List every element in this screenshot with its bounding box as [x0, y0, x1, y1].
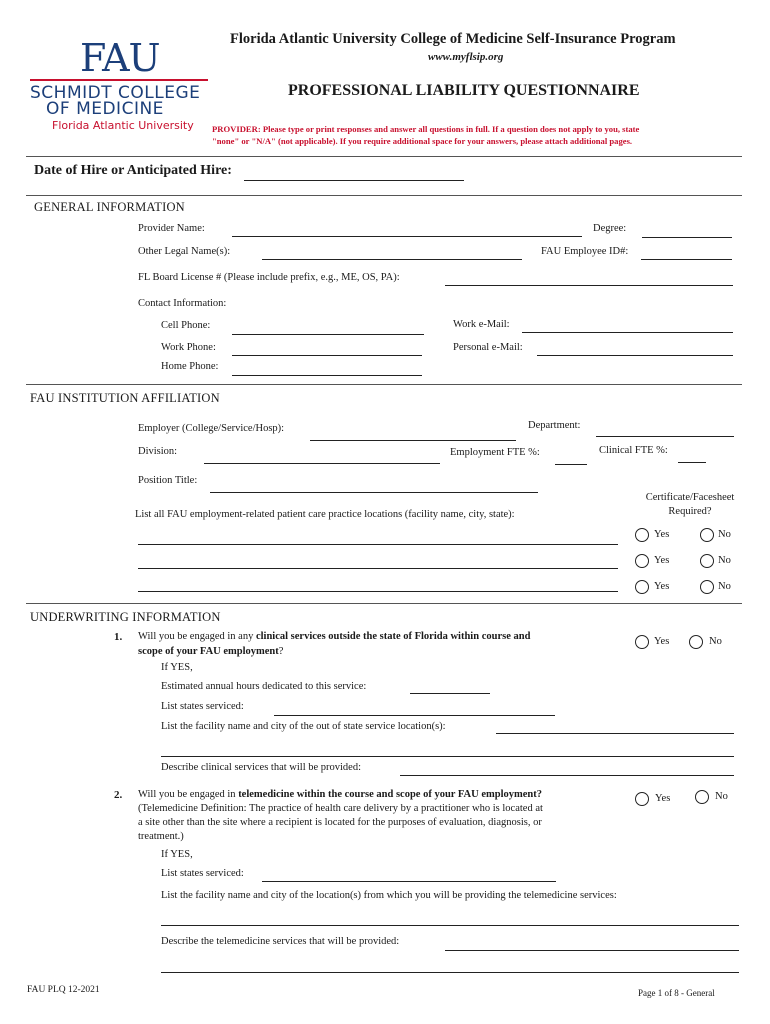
degree-field[interactable]	[642, 237, 732, 238]
q2-definition-line-2: a site other than the site where a recipient is located for the purposes of evaluation, diagnosis, or	[138, 817, 542, 828]
q1-number: 1.	[114, 631, 123, 643]
yes-label: Yes	[654, 529, 670, 540]
instructions-line-1: PROVIDER: Please type or print responses and answer all questions in full. If a question does not apply to you, state	[212, 124, 640, 134]
q1-question-text: Will you be engaged in any	[138, 631, 256, 642]
work-phone-label: Work Phone:	[161, 342, 216, 353]
q1-describe-label: Describe clinical services that will be provided:	[161, 762, 362, 773]
q2-question-text: Will you be engaged in	[138, 789, 239, 800]
logo-medicine-text: OF MEDICINE	[46, 99, 164, 119]
position-title-field[interactable]	[210, 492, 538, 493]
q2-question-line-1	[138, 789, 542, 800]
position-title-label: Position Title:	[138, 475, 198, 486]
q2-states-label: List states serviced:	[161, 868, 244, 879]
certificate-heading-line-1: Certificate/Facesheet	[645, 492, 735, 503]
q1-yes-label: Yes	[654, 636, 670, 647]
cert-no-radio[interactable]	[700, 580, 714, 594]
cert-yes-radio[interactable]	[635, 580, 649, 594]
instructions-line-2: "none" or "N/A" (not applicable). If you require additional space for your answers, please attach additional pages.	[212, 136, 633, 146]
work-email-label: Work e-Mail:	[453, 319, 510, 330]
q1-states-label: List states serviced:	[161, 701, 244, 712]
cert-yes-radio[interactable]	[635, 554, 649, 568]
q1-if-yes: If YES,	[161, 662, 193, 673]
q2-yes-label: Yes	[655, 793, 671, 804]
q1-hours-label: Estimated annual hours dedicated to this service:	[161, 681, 367, 692]
divider	[26, 603, 742, 604]
program-website[interactable]: www.myflsip.org	[428, 51, 504, 63]
no-label: No	[718, 581, 731, 592]
q2-no-radio[interactable]	[695, 790, 709, 804]
employment-fte-field[interactable]	[555, 464, 587, 465]
no-label: No	[718, 555, 731, 566]
degree-label: Degree:	[593, 223, 627, 234]
q2-definition-line-1: (Telemedicine Definition: The practice of health care delivery by a practitioner who is located at	[138, 803, 543, 814]
q2-facility-label: List the facility name and city of the location(s) from which you will be providing the telemedicine services:	[161, 890, 617, 901]
cell-phone-field[interactable]	[232, 334, 424, 335]
cert-no-radio[interactable]	[700, 554, 714, 568]
form-title: PROFESSIONAL LIABILITY QUESTIONNAIRE	[288, 82, 640, 99]
q1-facility-field[interactable]	[496, 733, 734, 734]
home-phone-field[interactable]	[232, 375, 422, 376]
provider-name-label: Provider Name:	[138, 223, 205, 234]
locations-label: List all FAU employment-related patient care practice locations (facility name, city, state):	[135, 509, 515, 520]
employer-field[interactable]	[310, 440, 516, 441]
q1-facility-field-extra[interactable]	[161, 756, 734, 757]
q2-definition-line-3: treatment.)	[138, 831, 184, 842]
hire-date-field[interactable]	[244, 180, 464, 181]
q2-number: 2.	[114, 789, 123, 801]
personal-email-label: Personal e-Mail:	[453, 342, 523, 353]
q2-if-yes: If YES,	[161, 849, 193, 860]
q2-yes-radio[interactable]	[635, 792, 649, 806]
home-phone-label: Home Phone:	[161, 361, 219, 372]
provider-name-field[interactable]	[232, 236, 582, 237]
department-field[interactable]	[596, 436, 734, 437]
q1-describe-field[interactable]	[400, 775, 734, 776]
divider	[26, 384, 742, 385]
q1-question-bold: clinical services outside the state of Florida within course and	[255, 631, 531, 642]
clinical-fte-field[interactable]	[678, 462, 706, 463]
q2-describe-field-extra[interactable]	[161, 972, 739, 973]
cert-yes-radio[interactable]	[635, 528, 649, 542]
q1-states-field[interactable]	[274, 715, 555, 716]
clinical-fte-label: Clinical FTE %:	[599, 445, 668, 456]
location-field[interactable]	[138, 544, 618, 545]
program-title: Florida Atlantic University College of Medicine Self-Insurance Program	[230, 31, 676, 47]
q1-no-label: No	[709, 636, 722, 647]
affiliation-heading: FAU INSTITUTION AFFILIATION	[30, 391, 220, 405]
q2-facility-field[interactable]	[161, 925, 739, 926]
work-email-field[interactable]	[522, 332, 733, 333]
logo-college-text: SCHMIDT COLLEGE	[30, 83, 201, 103]
q2-describe-field[interactable]	[445, 950, 739, 951]
location-field[interactable]	[138, 568, 618, 569]
divider	[26, 195, 742, 196]
page-number: Page 1 of 8 - General	[638, 988, 715, 998]
general-info-heading: GENERAL INFORMATION	[34, 200, 185, 214]
logo-red-rule	[30, 79, 208, 81]
q1-hours-field[interactable]	[410, 693, 490, 694]
no-label: No	[718, 529, 731, 540]
employee-id-label: FAU Employee ID#:	[541, 246, 629, 257]
q1-facility-label: List the facility name and city of the out of state service location(s):	[161, 721, 446, 732]
q1-no-radio[interactable]	[689, 635, 703, 649]
license-label: FL Board License # (Please include prefix, e.g., ME, OS, PA):	[138, 272, 400, 283]
certificate-heading-line-2: Required?	[668, 506, 712, 517]
q1-yes-radio[interactable]	[635, 635, 649, 649]
divider	[26, 156, 742, 157]
other-names-label: Other Legal Name(s):	[138, 246, 231, 257]
logo-fau-text: FAU	[80, 36, 160, 80]
q1-question-line-2	[138, 646, 283, 657]
cert-no-radio[interactable]	[700, 528, 714, 542]
q2-question-bold: telemedicine within the course and scope of your FAU employment?	[238, 789, 542, 800]
q1-question-bold-2: scope of your FAU employment	[138, 646, 279, 657]
work-phone-field[interactable]	[232, 355, 422, 356]
division-field[interactable]	[204, 463, 440, 464]
logo-university-text: Florida Atlantic University	[52, 119, 194, 132]
q1-question-line-1	[138, 631, 530, 642]
other-names-field[interactable]	[262, 259, 522, 260]
cell-phone-label: Cell Phone:	[161, 320, 211, 331]
department-label: Department:	[528, 420, 581, 431]
division-label: Division:	[138, 446, 178, 457]
q1-question-end: ?	[278, 646, 284, 657]
underwriting-heading: UNDERWRITING INFORMATION	[30, 610, 221, 624]
employee-id-field[interactable]	[641, 259, 732, 260]
q2-describe-label: Describe the telemedicine services that will be provided:	[161, 936, 400, 947]
contact-info-label: Contact Information:	[138, 298, 227, 309]
license-field[interactable]	[445, 285, 733, 286]
hire-date-label: Date of Hire or Anticipated Hire:	[34, 163, 232, 178]
q2-states-field[interactable]	[262, 881, 556, 882]
form-code: FAU PLQ 12-2021	[27, 985, 100, 995]
personal-email-field[interactable]	[537, 355, 733, 356]
q2-no-label: No	[715, 791, 728, 802]
employer-label: Employer (College/Service/Hosp):	[138, 423, 285, 434]
location-field[interactable]	[138, 591, 618, 592]
yes-label: Yes	[654, 581, 670, 592]
employment-fte-label: Employment FTE %:	[450, 447, 540, 458]
yes-label: Yes	[654, 555, 670, 566]
